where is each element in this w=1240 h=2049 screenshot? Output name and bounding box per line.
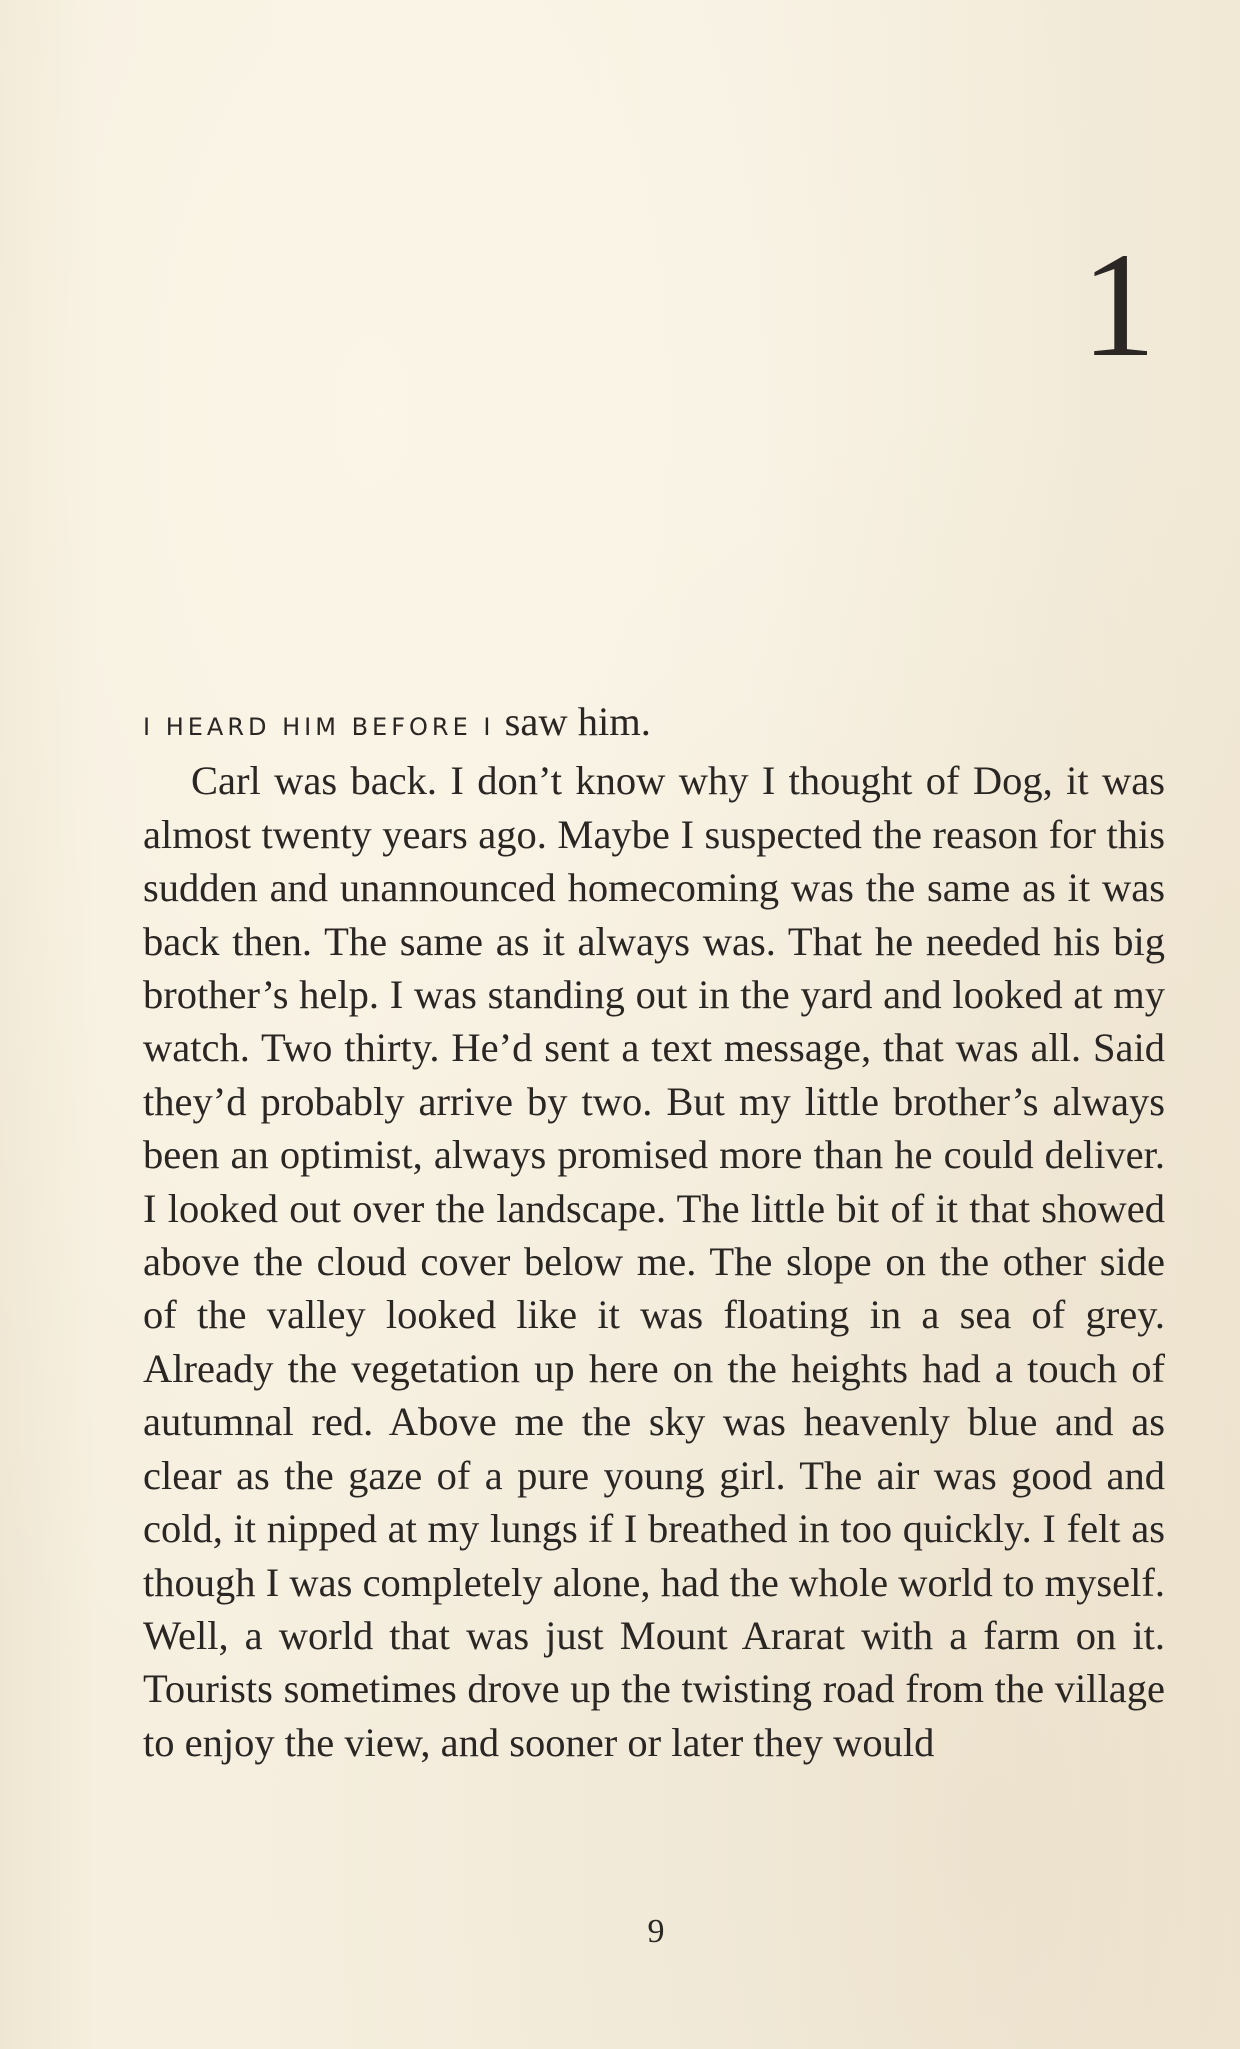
chapter-number: 1	[1081, 222, 1156, 388]
chapter-paragraph: Carl was back. I don’t know why I thought of Dog, it was almost twenty years ago. Maybe I suspected the reason for this sudden and unannounced homecoming was the same as it was back then. The same as it always was. That he needed his big brother’s help. I was standing out in the yard and looked at my watch. Two thirty. He’d sent a text message, that was all. Said they’d probably arrive by two. But my little brother’s always been an optimist, always promised more than he could deliver. I looked out over the landscape. The little bit of it that showed above the cloud cover below me. The slope on the other side of the valley looked like it was floating in a sea of grey. Already the vegetation up here on the heights had a touch of autumnal red. Above me the sky was heavenly blue and as clear as the gaze of a pure young girl. The air was good and cold, it nipped at my lungs if I breathed in too quickly. I felt as though I was completely alone, had the whole world to myself. Well, a world that was just Mount Ararat with a farm on it. Tourists sometimes drove up the twisting road from the village to enjoy the view, and sooner or later they would	[143, 758, 1165, 1765]
opening-small-caps: I HEARD HIM BEFORE I	[143, 713, 495, 741]
opening-rest: saw him.	[494, 699, 651, 744]
chapter-opening-line	[143, 695, 1165, 754]
chapter-body	[143, 695, 1165, 1769]
page-number: 9	[647, 1913, 665, 1950]
